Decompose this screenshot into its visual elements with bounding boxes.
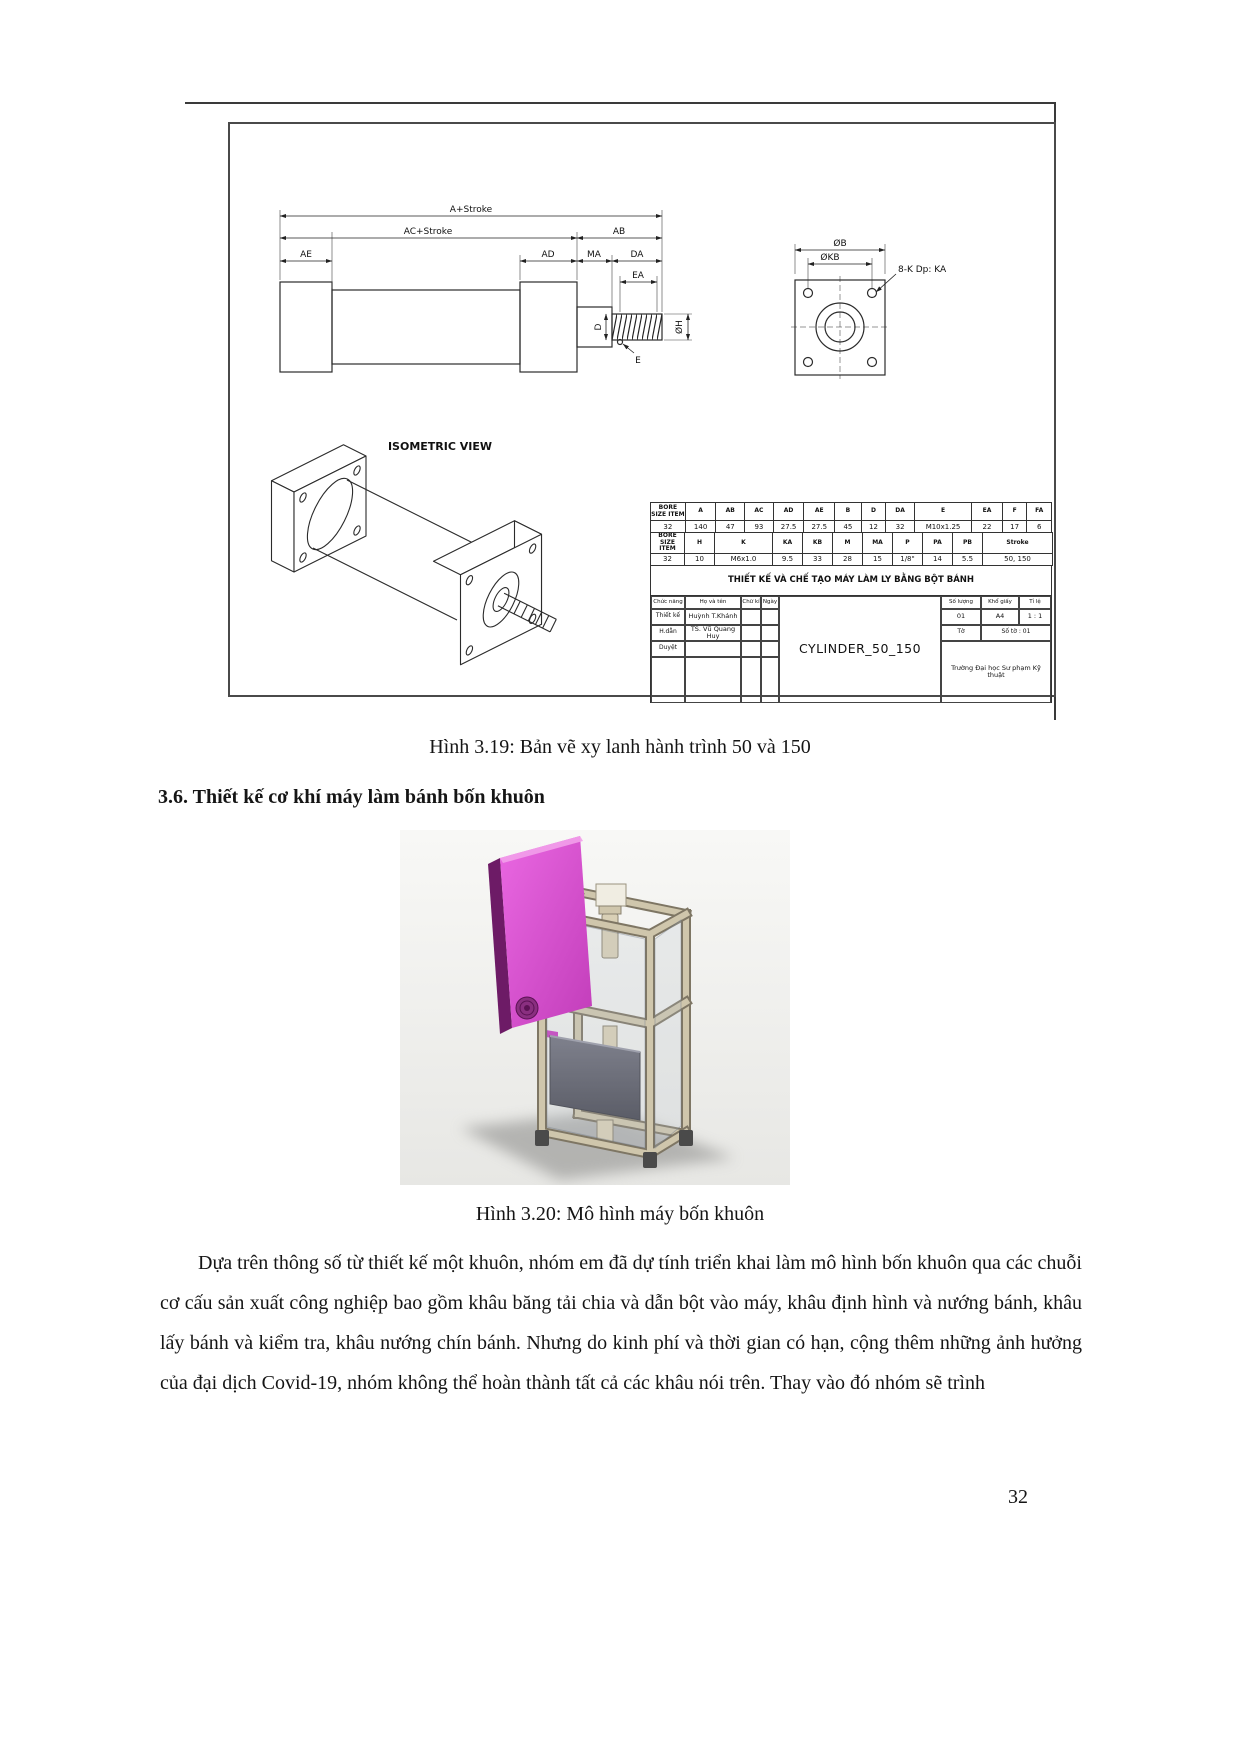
body-paragraph: Dựa trên thông số từ thiết kế một khuôn, nhóm em đã dự tính triển khai làm mô hình bốn khuôn qua các chuỗi cơ cấu sản xuất công nghiệp bao gồm khâu băng tải chia và dẫn bột vào máy, khâu định hình và nướng bánh, khâu lấy bánh và kiểm tra, khâu nướng chín bánh. Nhưng do kinh phí và thời gian có hạn, cộng thêm những ảnh hưởng của đại dịch Covid-19, nhóm không thể hoàn thành tất cả các khâu nói trên. Thay vào đó nhóm sẽ trình bbox=[160, 1252, 1082, 1394]
table2-value-row bbox=[651, 553, 1053, 565]
name-col-header: Họ và tên bbox=[685, 596, 741, 609]
figure-3-20-caption: Hình 3.20: Mô hình máy bốn khuôn bbox=[475, 1203, 765, 1225]
dim-label-ob: ØB bbox=[833, 239, 847, 249]
title-block bbox=[650, 596, 1052, 703]
date-col-header: Ngày bbox=[761, 596, 779, 609]
cell: E bbox=[914, 503, 971, 521]
quantity-value: 01 bbox=[941, 609, 981, 625]
cell: 5.5 bbox=[953, 553, 983, 565]
signature-col-header: Chữ kí bbox=[741, 596, 761, 609]
isometric-view bbox=[272, 445, 557, 665]
designer-role: Thiết kế bbox=[651, 609, 685, 625]
cell: PB bbox=[953, 533, 983, 554]
table1-header-row bbox=[651, 503, 1052, 521]
dimension-lines bbox=[280, 216, 885, 340]
empty-cell bbox=[761, 641, 779, 657]
leader-lines bbox=[623, 274, 896, 353]
cell: 6 bbox=[1027, 521, 1052, 533]
front-view bbox=[791, 276, 889, 379]
sheet-label: Tờ bbox=[941, 625, 981, 641]
cell: KB bbox=[803, 533, 833, 554]
machine-3d-render bbox=[400, 830, 790, 1185]
cell: H bbox=[685, 533, 715, 554]
cell: 28 bbox=[833, 553, 863, 565]
cell: P bbox=[893, 533, 923, 554]
page-number: 32 bbox=[1008, 1486, 1028, 1508]
dim-label-ea: EA bbox=[632, 271, 644, 281]
extension-lines bbox=[280, 210, 885, 340]
acrylic-panel-right bbox=[655, 920, 681, 1148]
cell: Stroke bbox=[983, 533, 1053, 554]
cell: KA bbox=[773, 533, 803, 554]
cell: 22 bbox=[972, 521, 1003, 533]
dim-label-ae: AE bbox=[300, 250, 312, 260]
cell: 17 bbox=[1002, 521, 1027, 533]
empty-cell bbox=[651, 657, 685, 703]
sheet-number: Số tờ : 01 bbox=[981, 625, 1051, 641]
part-name: CYLINDER_50_150 bbox=[779, 596, 941, 703]
empty-cell bbox=[685, 641, 741, 657]
quantity-label: Số lượng bbox=[941, 596, 981, 609]
table2-header-row bbox=[651, 533, 1053, 554]
empty-cell bbox=[761, 625, 779, 641]
scale-label: Tỉ lệ bbox=[1019, 596, 1051, 609]
cell: M bbox=[833, 533, 863, 554]
advisor-name: TS. Vũ Quang Huy bbox=[685, 625, 741, 641]
cell: 93 bbox=[745, 521, 774, 533]
dim-label-d: D bbox=[594, 323, 604, 331]
cell: AB bbox=[716, 503, 745, 521]
figure-3-19-technical-drawing bbox=[228, 122, 1056, 697]
cell: 10 bbox=[685, 553, 715, 565]
cell: PA bbox=[923, 533, 953, 554]
cell: 9.5 bbox=[773, 553, 803, 565]
designer-name: Huỳnh T.Khánh bbox=[685, 609, 741, 625]
cell: 1/8" bbox=[893, 553, 923, 565]
cell: AE bbox=[804, 503, 835, 521]
cell: BORE SIZE ITEM bbox=[651, 533, 685, 554]
empty-cell bbox=[741, 625, 761, 641]
cell: M10x1.25 bbox=[914, 521, 971, 533]
dim-label-ac-stroke: AC+Stroke bbox=[403, 227, 453, 237]
dim-label-holes: 8-K Dp: KA bbox=[898, 265, 947, 275]
dim-label-oh: ØH bbox=[675, 320, 685, 334]
section-heading: 3.6. Thiết kế cơ khí máy làm bánh bốn khuôn bbox=[158, 786, 545, 808]
isometric-view-label: ISOMETRIC VIEW bbox=[387, 440, 493, 453]
project-title: THIẾT KẾ VÀ CHẾ TẠO MÁY LÀM LY BẰNG BỘT BÁNH bbox=[650, 566, 1052, 596]
table1-value-row bbox=[651, 521, 1052, 533]
cell: EA bbox=[972, 503, 1003, 521]
cell: 15 bbox=[863, 553, 893, 565]
figure-3-19-caption: Hình 3.19: Bản vẽ xy lanh hành trình 50 và 150 bbox=[429, 736, 811, 758]
cell: D bbox=[861, 503, 886, 521]
empty-cell bbox=[761, 657, 779, 703]
cell: DA bbox=[886, 503, 915, 521]
pink-panel bbox=[488, 836, 592, 1034]
dim-label-ad: AD bbox=[541, 250, 555, 260]
cell: 45 bbox=[835, 521, 862, 533]
cell: 50, 150 bbox=[983, 553, 1053, 565]
cell: AD bbox=[773, 503, 804, 521]
cell: 32 bbox=[886, 521, 915, 533]
cell: 14 bbox=[923, 553, 953, 565]
cell: 12 bbox=[861, 521, 886, 533]
dim-label-a-stroke: A+Stroke bbox=[449, 205, 493, 215]
dimension-table-1 bbox=[650, 502, 1052, 533]
cell: 27.5 bbox=[804, 521, 835, 533]
empty-cell bbox=[761, 609, 779, 625]
empty-cell bbox=[685, 657, 741, 703]
empty-cell bbox=[741, 609, 761, 625]
empty-cell bbox=[741, 641, 761, 657]
dim-label-da: DA bbox=[630, 250, 644, 260]
cylinder-cap bbox=[599, 906, 621, 914]
cell: 27.5 bbox=[773, 521, 804, 533]
cell: F bbox=[1002, 503, 1027, 521]
cell: M6x1.0 bbox=[715, 553, 773, 565]
cell: 140 bbox=[685, 521, 716, 533]
dimension-table-2 bbox=[650, 532, 1053, 566]
scale-value: 1 : 1 bbox=[1019, 609, 1051, 625]
approver-role: Duyệt bbox=[651, 641, 685, 657]
paper-size-label: Khổ giấy bbox=[981, 596, 1019, 609]
cell: B bbox=[835, 503, 862, 521]
cell: 33 bbox=[803, 553, 833, 565]
empty-cell bbox=[741, 657, 761, 703]
cell: 32 bbox=[651, 553, 685, 565]
cell: BORE SIZE ITEM bbox=[651, 503, 686, 521]
drawing-tables bbox=[650, 502, 1052, 703]
paper-size-value: A4 bbox=[981, 609, 1019, 625]
dim-label-e: E bbox=[635, 356, 641, 366]
organization-name: Trường Đại học Sư phạm Kỹ thuật bbox=[941, 641, 1051, 703]
cell: 32 bbox=[651, 521, 686, 533]
dim-label-ma: MA bbox=[587, 250, 601, 260]
cell: MA bbox=[863, 533, 893, 554]
image-top-border bbox=[185, 102, 1056, 104]
cell: A bbox=[685, 503, 716, 521]
dim-label-ab: AB bbox=[612, 227, 626, 237]
top-block bbox=[596, 884, 626, 906]
advisor-role: H.dẫn bbox=[651, 625, 685, 641]
cell: K bbox=[715, 533, 773, 554]
cell: 47 bbox=[716, 521, 745, 533]
dim-label-okb: ØKB bbox=[820, 253, 840, 263]
cell: AC bbox=[745, 503, 774, 521]
cell: FA bbox=[1027, 503, 1052, 521]
side-view bbox=[280, 282, 662, 372]
function-col-header: Chức năng bbox=[651, 596, 685, 609]
